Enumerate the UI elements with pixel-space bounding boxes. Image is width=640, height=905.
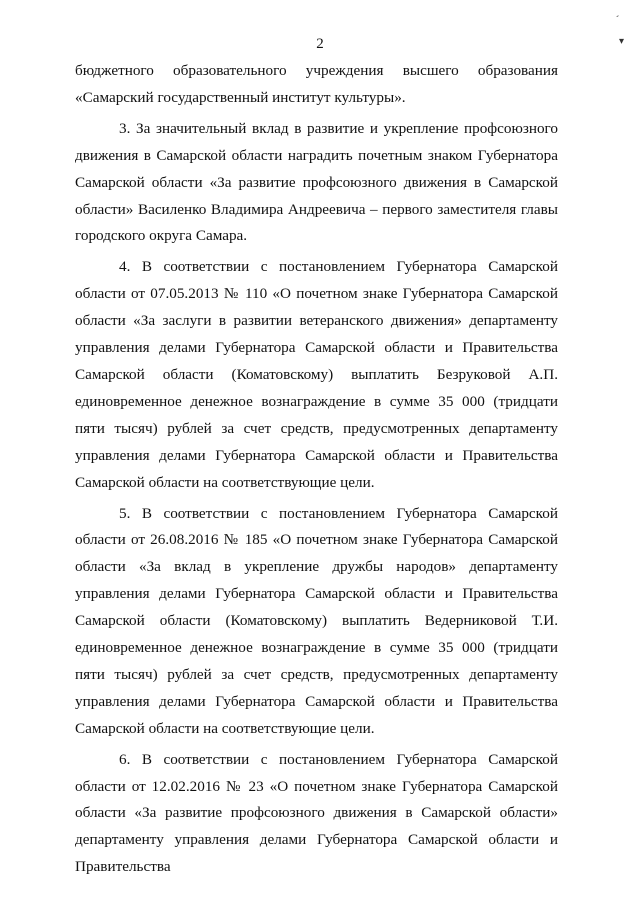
page-number: 2 [316, 36, 324, 52]
paragraph-item-6: 6. В соответствии с постановлением Губернатора Самарской области от 12.02.2016 № 23 «О почетном знаке Губернатора Самарской области «За развитие профсоюзного движения в Самарской области» департаменту управления делами Губернатора Самарской области и Правительства [75, 750, 558, 876]
document-body [75, 58, 558, 885]
scan-mark: ˏ [613, 7, 622, 19]
paragraph-continuation: бюджетного образовательного учреждения высшего образования «Самарский государственный институт культуры». [75, 62, 558, 106]
paragraph-item-3: 3. За значительный вклад в развитие и укрепление профсоюзного движения в Самарской области наградить почетным знаком Губернатора Самарской области «За развитие профсоюзного движения в Самарской области» Василенко Владимира Андреевича – первого заместителя главы городского округа Самара. [75, 119, 558, 245]
paragraph-item-5: 5. В соответствии с постановлением Губернатора Самарской области от 26.08.2016 № 185 «О почетном знаке Губернатора Самарской области «За вклад в укрепление дружбы народов» департаменту управления делами Губернатора Самарской области и Правительства Самарской области (Коматовскому) выплатить Ведерниковой Т.И. единовременное денежное вознаграждение в сумме 35 000 (тридцати пяти тысяч) рублей за счет средств, предусмотренных департаменту управления делами Губернатора Самарской области и Правительства Самарской области на соответствующие цели. [75, 504, 558, 737]
paragraph-item-4: 4. В соответствии с постановлением Губернатора Самарской области от 07.05.2013 № 110 «О почетном знаке Губернатора Самарской области «За заслуги в развитии ветеранского движения» департаменту управления делами Губернатора Самарской области и Правительства Самарской области (Коматовскому) выплатить Безруковой А.П. единовременное денежное вознаграждение в сумме 35 000 (тридцати пяти тысяч) рублей за счет средств, предусмотренных департаменту управления делами Губернатора Самарской области и Правительства Самарской области на соответствующие цели. [75, 258, 558, 491]
scan-arrow-icon: ▾ [618, 36, 624, 47]
